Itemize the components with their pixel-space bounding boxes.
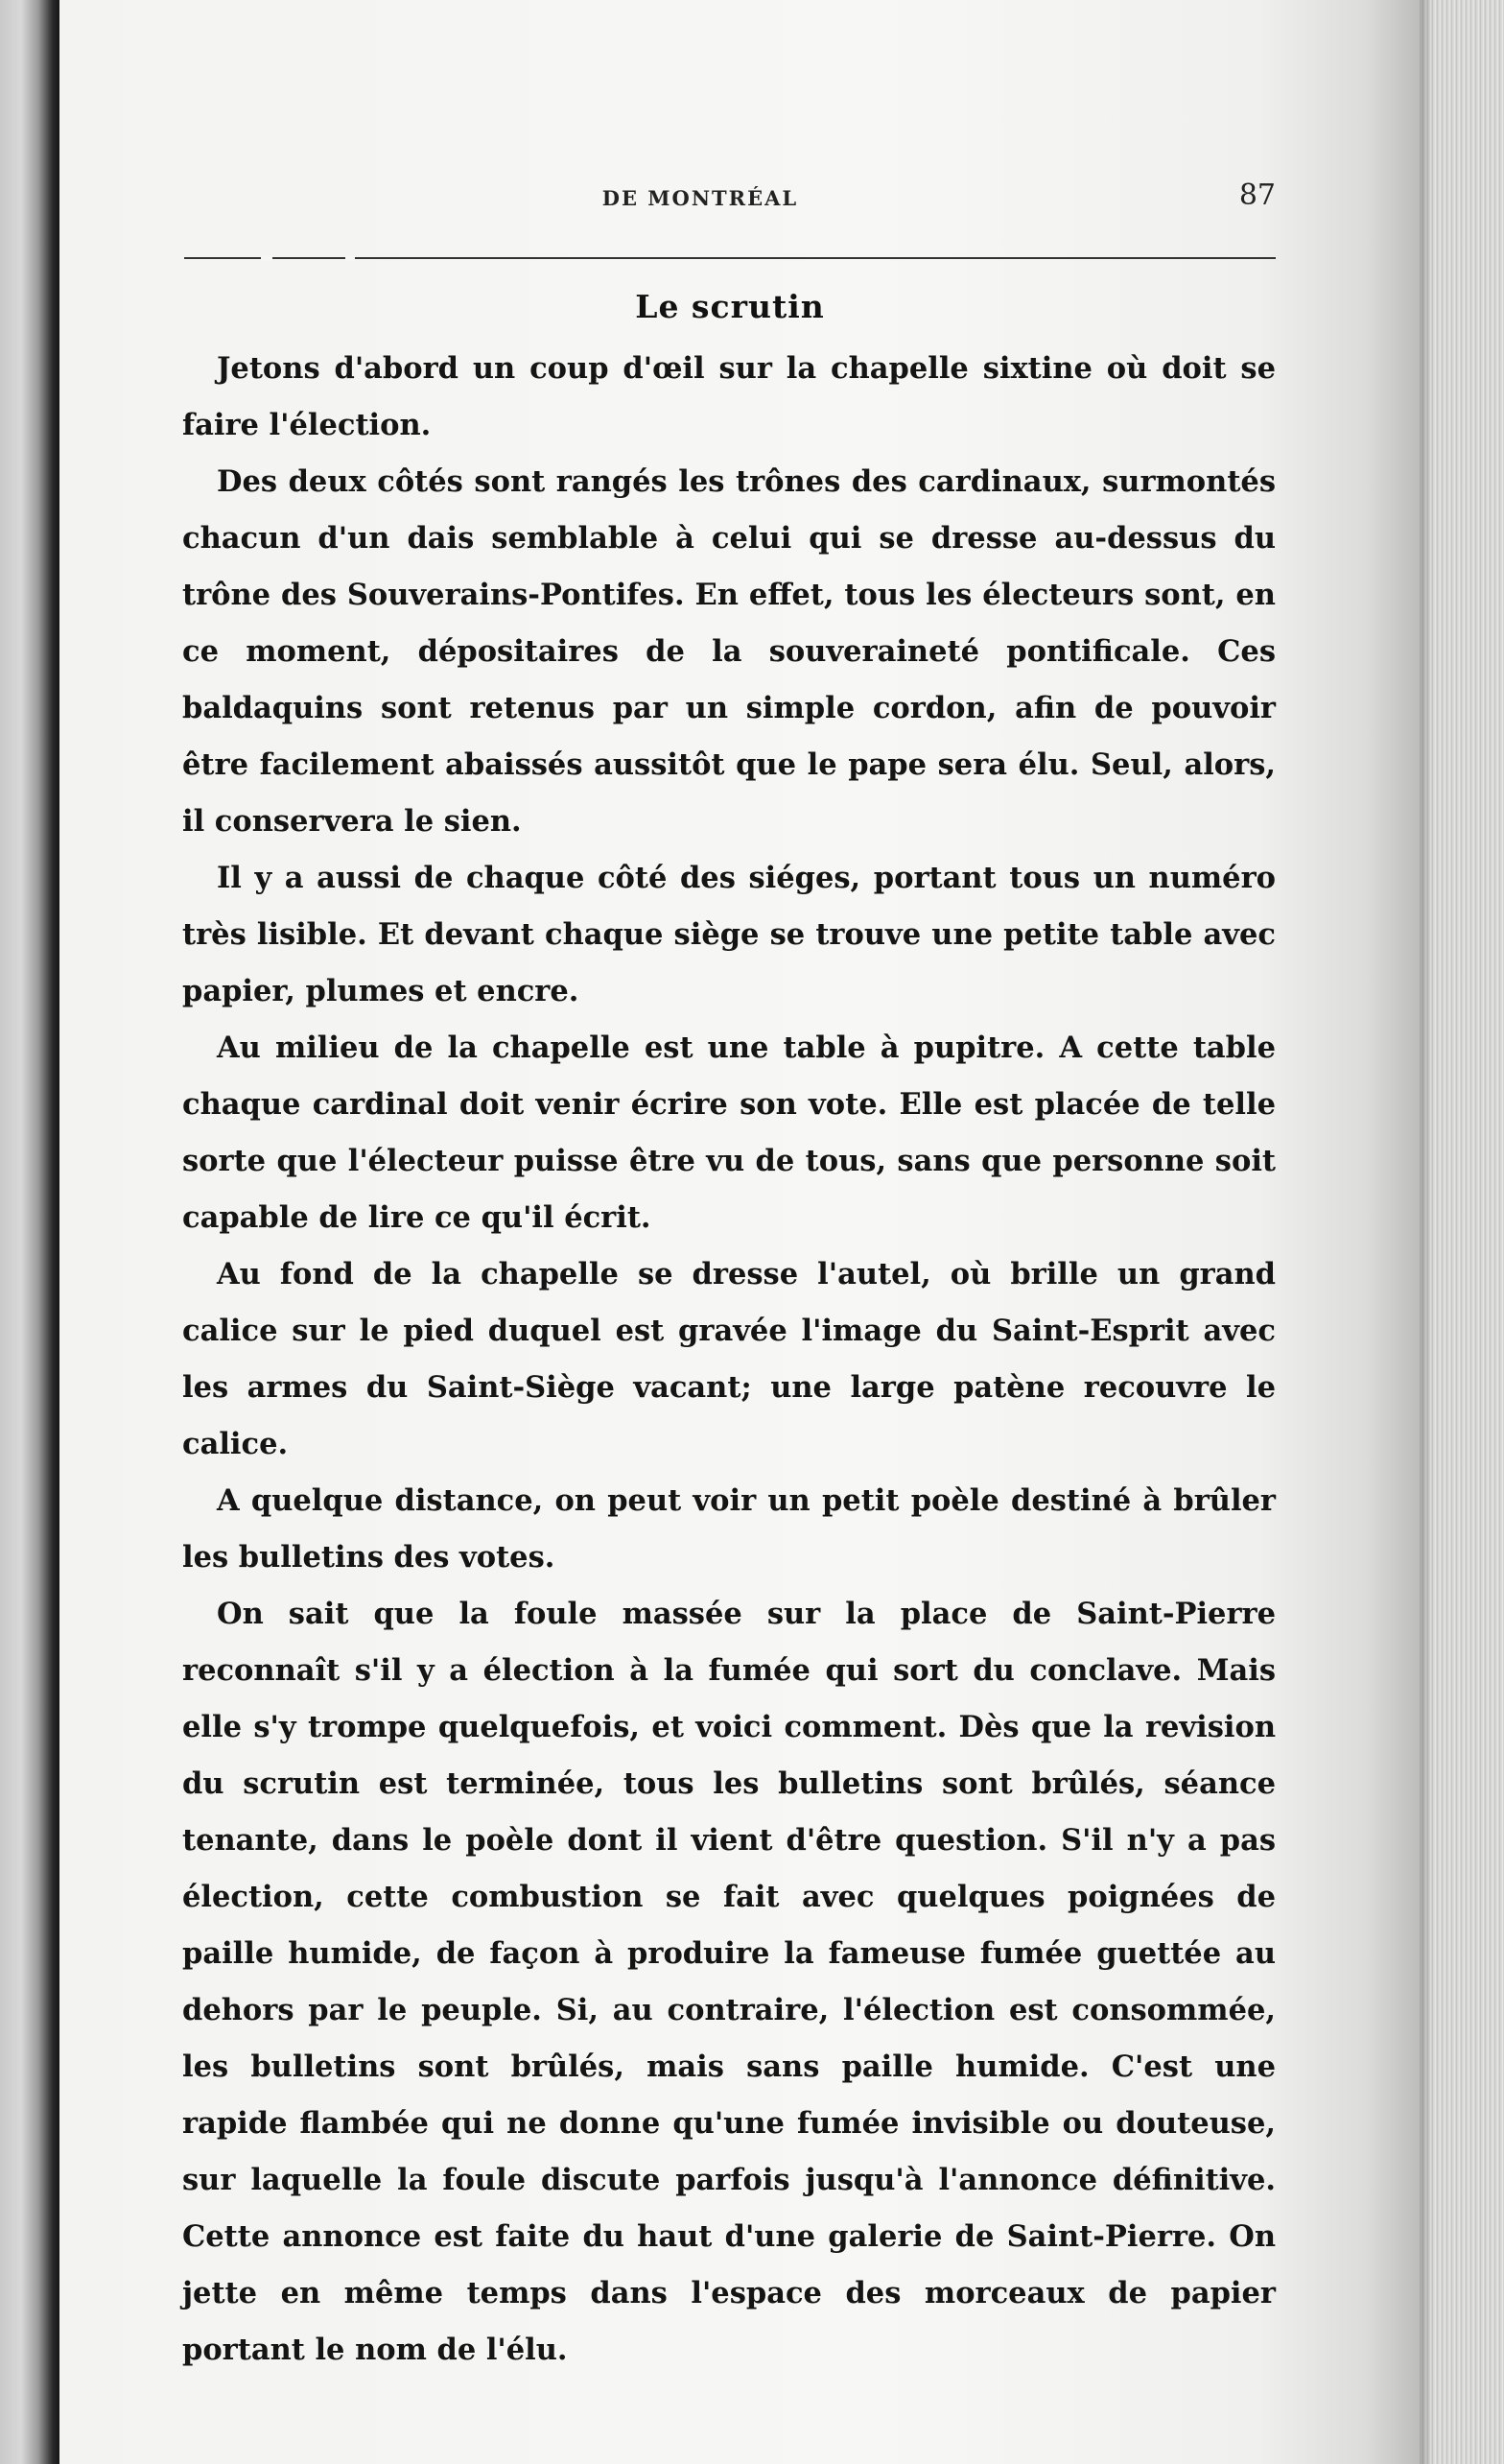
page-stack-edge <box>1420 0 1504 2464</box>
header-rule <box>184 257 1276 259</box>
paragraph-table: Au milieu de la chapelle est une table à pupitre. A cette table chaque cardinal doit venir écrire son vote. Elle est placée de telle sorte que l'électeur puisse être vu de tous, sans que personne soit capable de lire ce qu'il écrit. <box>182 1031 1276 1235</box>
book-page <box>59 0 1420 2464</box>
body-text <box>182 341 1276 2379</box>
rule-gap <box>345 256 355 261</box>
paragraph-chapelle: Jetons d'abord un coup d'œil sur la chapelle sixtine où doit se faire l'élection. <box>182 351 1276 442</box>
paragraph-poele: A quelque distance, on peut voir un petit poèle destiné à brûler les bulletins des votes. <box>182 1483 1276 1575</box>
book-gutter-edge <box>0 0 59 2464</box>
paragraph-trones: Des deux côtés sont rangés les trônes des cardinaux, surmontés chacun d'un dais semblable à celui qui se dresse au-dessus du trône des Souverains-Pontifes. En effet, tous les électeurs sont, en ce moment, dépositaires de la souveraineté pontificale. Ces baldaquins sont retenus par un simple cordon, afin de pouvoir être facilement abaissés aussitôt que le pape sera élu. Seul, alors, il conservera le sien. <box>182 464 1276 839</box>
running-head <box>125 178 1276 221</box>
paragraph-autel: Au fond de la chapelle se dresse l'autel, où brille un grand calice sur le pied duquel est gravée l'image du Saint-Esprit avec les armes du Saint-Siège vacant; une large patène recouvre le calice. <box>182 1257 1276 1461</box>
paragraph-sieges: Il y a aussi de chaque côté des siéges, portant tous un numéro très lisible. Et devant chaque siège se trouve une petite table avec papier, plumes et encre. <box>182 861 1276 1008</box>
rule-gap <box>261 256 272 261</box>
section-title: Le scrutin <box>635 288 825 325</box>
running-title: DE MONTRÉAL <box>601 186 799 210</box>
page-number: 87 <box>1238 178 1276 212</box>
paragraph-fumee: On sait que la foule massée sur la place de Saint-Pierre reconnaît s'il y a élection à la fumée qui sort du conclave. Mais elle s'y trompe quelquefois, et voici comment. Dès que la revision du scrutin est terminée, tous les bulletins sont brûlés, séance tenante, dans le poèle dont il vient d'être question. S'il n'y a pas élection, cette combustion se fait avec quelques poignées de paille humide, de façon à produire la fameuse fumée guettée au dehors par le peuple. Si, au contraire, l'élection est consommée, les bulletins sont brûlés, mais sans paille humide. C'est une rapide flambée qui ne donne qu'une fumée invisible ou douteuse, sur laquelle la foule discute parfois jusqu'à l'annonce définitive. Cette annonce est faite du haut d'une galerie de Saint-Pierre. On jette en même temps dans l'espace des morceaux de papier portant le nom de l'élu. <box>182 1597 1276 2367</box>
